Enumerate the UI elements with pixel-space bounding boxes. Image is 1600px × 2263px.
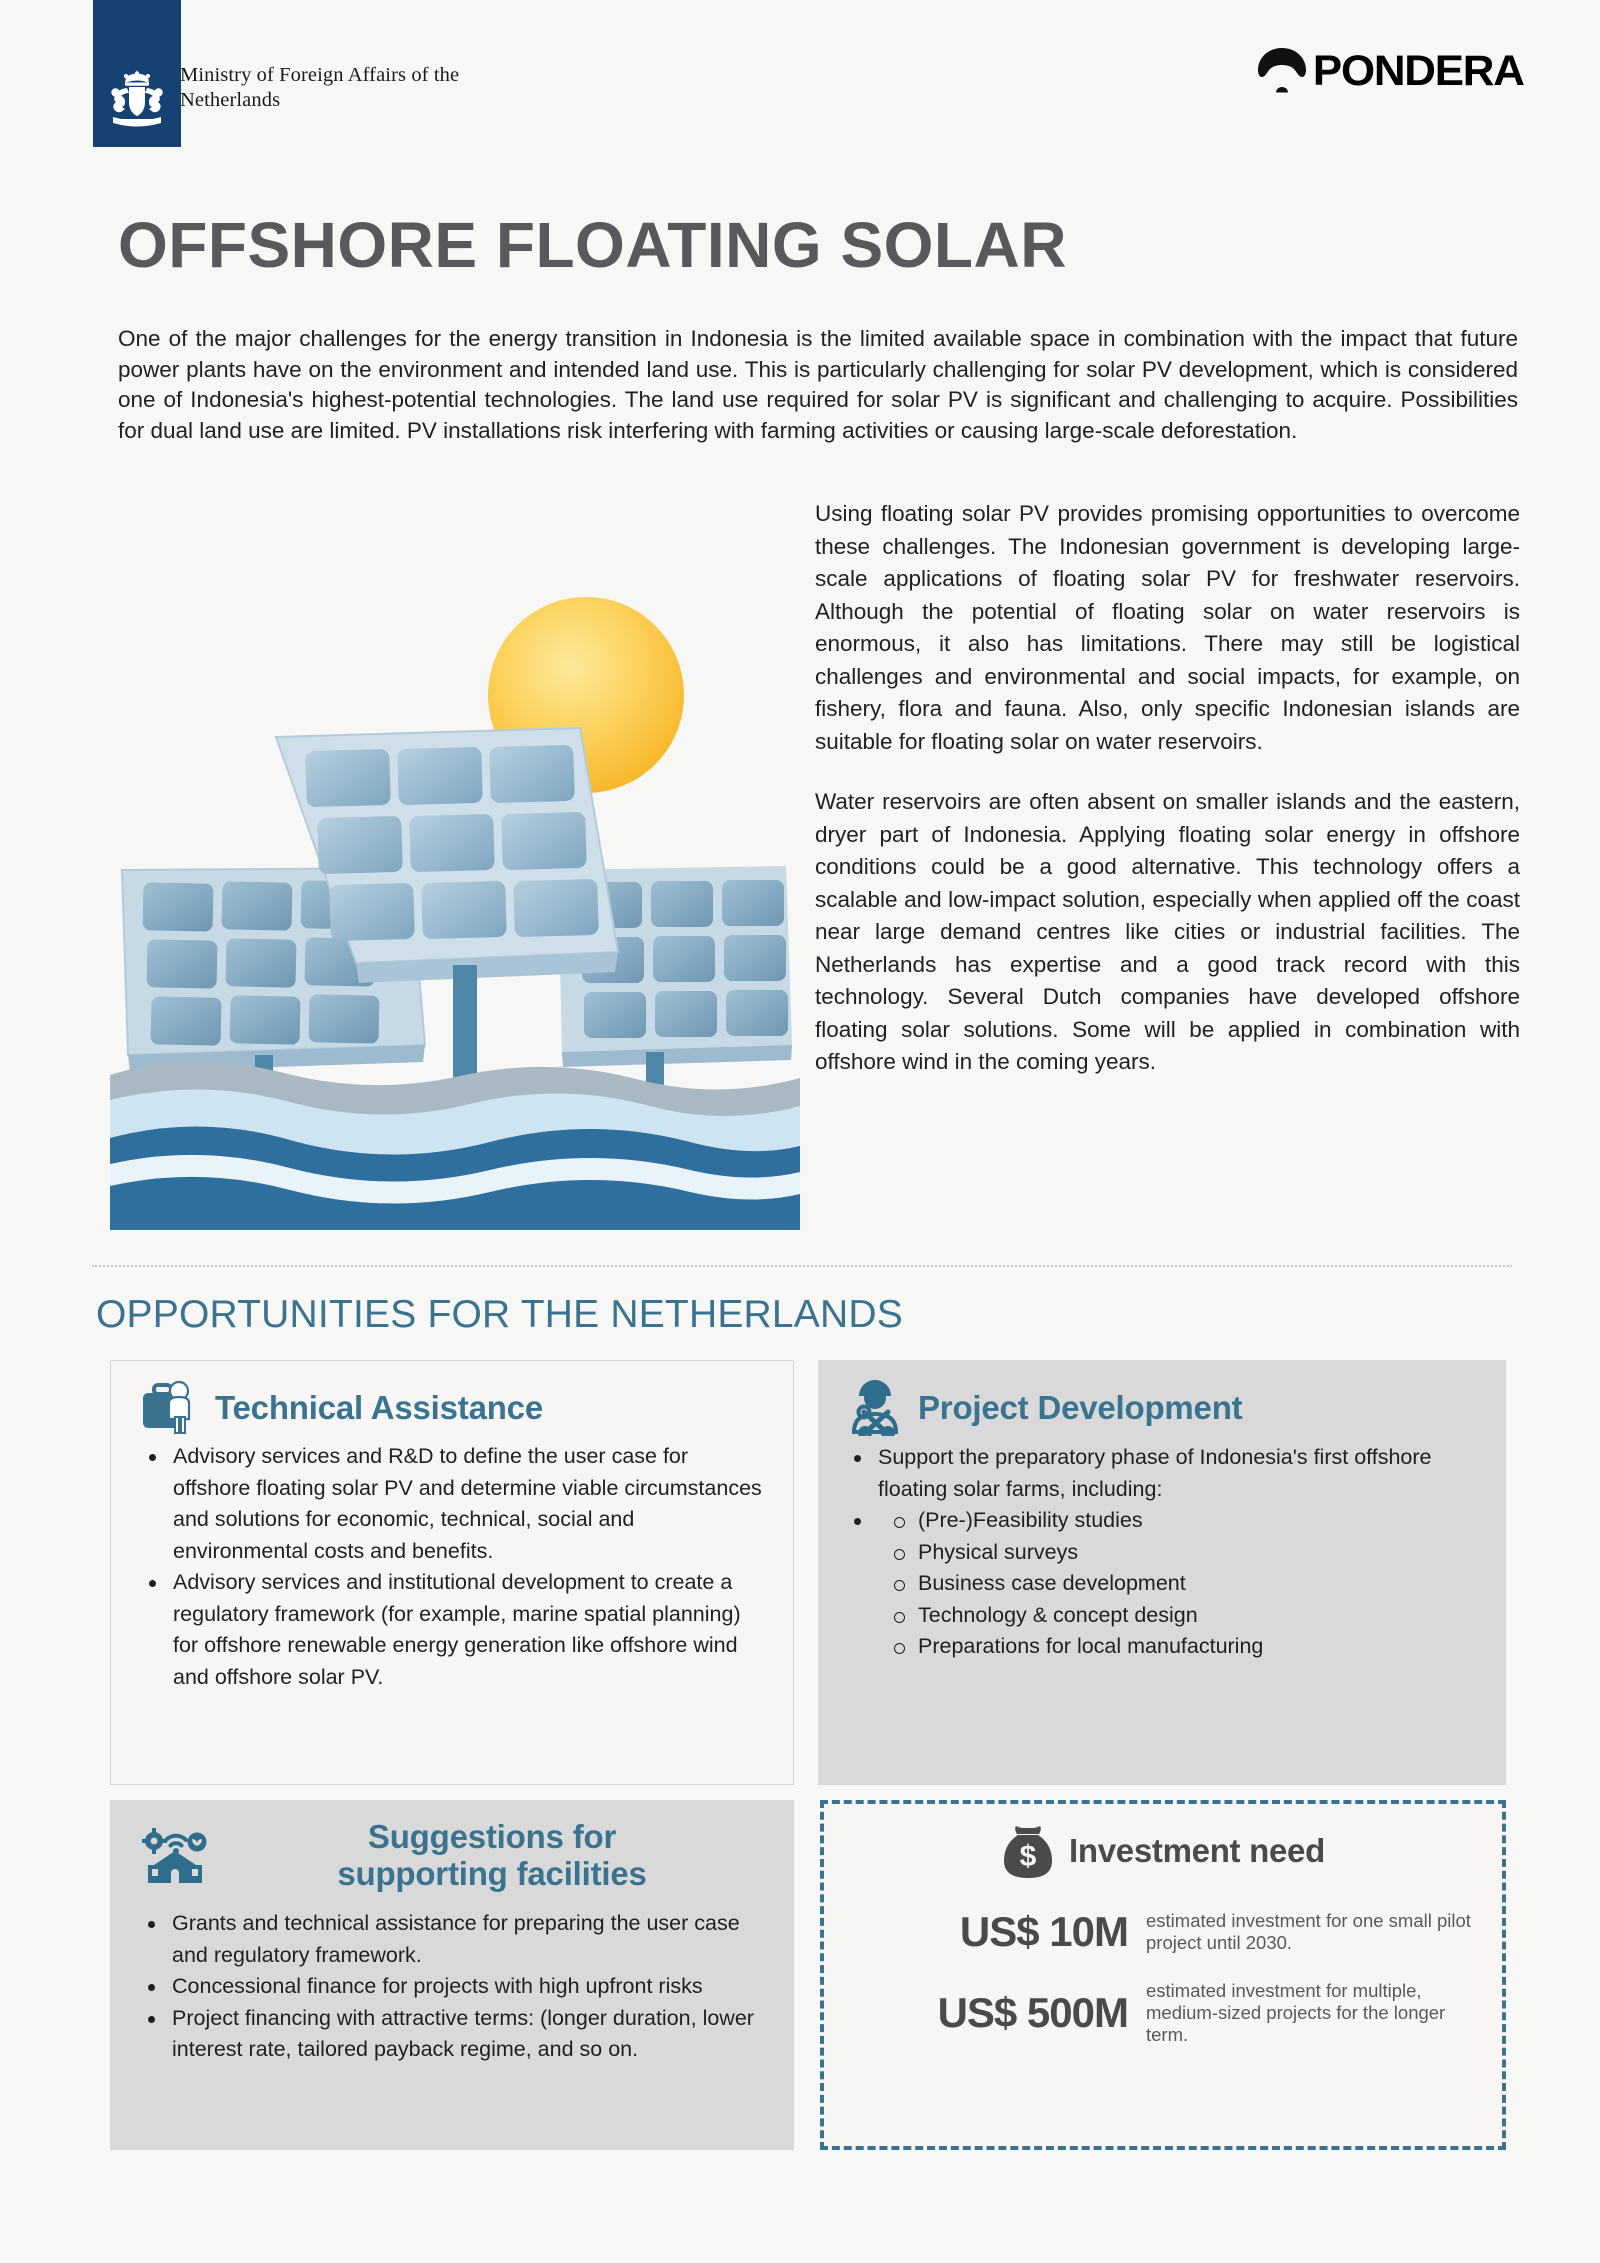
- pondera-logo: [1253, 42, 1525, 100]
- list-item: Project financing with attractive terms: (longer duration, lower interest rate, tailored payback regime, and so on.: [168, 2003, 768, 2066]
- pondera-wordmark: PONDERA: [1313, 46, 1525, 95]
- card-header: [110, 1800, 794, 1898]
- card-title: [222, 1818, 794, 1892]
- card-project-development: [818, 1360, 1506, 1785]
- card-title-line-2: supporting facilities: [337, 1855, 647, 1892]
- investment-rows: [824, 1880, 1502, 2046]
- investment-amount: US$ 10M: [959, 1908, 1128, 1955]
- pondera-mark-icon: [1253, 42, 1311, 100]
- solar-illustration: [110, 500, 800, 1230]
- money-bag-icon: [1001, 1822, 1055, 1880]
- section-divider: [92, 1265, 1512, 1269]
- card-bullet-list: [111, 1441, 793, 1693]
- card-header: [824, 1804, 1502, 1880]
- worker-tools-icon: [846, 1378, 904, 1436]
- card-title: Investment need: [1069, 1832, 1325, 1869]
- ministry-name-line-2: Netherlands: [180, 89, 281, 111]
- card-title: Technical Assistance: [215, 1388, 543, 1426]
- list-item: Business case development: [914, 1568, 1480, 1600]
- list-item: Advisory services and R&D to define the user case for offshore floating solar PV and determine viable circumstances and solutions for economic, technical, social and environmental costs and benefits.: [169, 1441, 767, 1567]
- card-technical-assistance: [110, 1360, 794, 1785]
- netherlands-coat-of-arms-icon: [93, 55, 181, 145]
- ministry-name: [180, 63, 459, 113]
- investment-amount: US$ 500M: [937, 1989, 1128, 2036]
- page-header: [0, 0, 1600, 150]
- card-bullet-list: [818, 1442, 1506, 1663]
- ministry-name-line-1: Ministry of Foreign Affairs of the: [180, 64, 460, 86]
- right-paragraph-1: Using floating solar PV provides promising opportunities to overcome these challenges. The Indonesian government is developing large-scale applications of floating solar PV for freshwater reservoirs. Although the potential of floating solar on water reservoirs is enormous, it also has limitations. There may still be logistical challenges and environmental and social impacts, for example, on fishery, flora and fauna. Also, only specific Indonesian islands are suitable for floating solar on water reservoirs.: [815, 501, 1520, 754]
- list-item: Physical surveys: [914, 1537, 1480, 1569]
- briefcase-person-icon: [139, 1379, 201, 1435]
- list-item: Advisory services and institutional development to create a regulatory framework (for example, marine spatial planning) for offshore renewable energy generation like offshore wind and offshore solar PV.: [169, 1567, 767, 1693]
- list-item: Preparations for local manufacturing: [914, 1631, 1480, 1663]
- list-item: Grants and technical assistance for preparing the user case and regulatory framework.: [168, 1908, 768, 1971]
- investment-description: estimated investment for one small pilot project until 2030.: [1146, 1910, 1471, 1953]
- card-header: [111, 1361, 793, 1441]
- sub-list-wrapper: [874, 1505, 1480, 1663]
- list-item: Technology & concept design: [914, 1600, 1480, 1632]
- page-title: OFFSHORE FLOATING SOLAR: [118, 209, 1067, 281]
- card-investment-need: [820, 1800, 1506, 2150]
- right-column-text: [815, 498, 1520, 1079]
- svg-text:$: $: [1019, 1840, 1037, 1873]
- investment-row: [858, 1908, 1472, 1956]
- investment-row: [858, 1980, 1472, 2046]
- card-title-line-1: Suggestions for: [367, 1818, 617, 1855]
- card-sub-bullet-list: [878, 1505, 1480, 1663]
- right-paragraph-2: Water reservoirs are often absent on smaller islands and the eastern, dryer part of Indonesia. Applying floating solar energy in offshore conditions could be a good alternative. This technology offers a scalable and low-impact solution, especially when applied off the coast near large demand centres like cities or industrial facilities. The Netherlands has expertise and a good track record with this technology. Several Dutch companies have developed offshore floating solar solutions. Some will be applied in combination with offshore wind in the coming years.: [815, 789, 1520, 1074]
- smart-building-icon: [142, 1824, 208, 1886]
- list-item: Concessional finance for projects with high upfront risks: [168, 1971, 768, 2003]
- card-bullet-list: [110, 1898, 794, 2066]
- card-header: [818, 1360, 1506, 1442]
- solar-illustration-svg: [110, 500, 800, 1230]
- list-item: Support the preparatory phase of Indonesia's first offshore floating solar farms, including:: [874, 1442, 1480, 1505]
- intro-paragraph: One of the major challenges for the energy transition in Indonesia is the limited available space in combination with the impact that future power plants have on the environment and intended land use. This is particularly challenging for solar PV development, which is considered one of Indonesia's highest-potential technologies. The land use required for solar PV is significant and challenging to acquire. Possibilities for dual land use are limited. PV installations risk interfering with farming activities or causing large-scale deforestation.: [118, 326, 1518, 443]
- list-item: (Pre-)Feasibility studies: [914, 1505, 1480, 1537]
- card-title: Project Development: [918, 1388, 1243, 1426]
- section-heading: OPPORTUNITIES FOR THE NETHERLANDS: [96, 1293, 903, 1336]
- investment-description: estimated investment for multiple, medium-sized projects for the longer term.: [1146, 1980, 1446, 2045]
- card-supporting-facilities: [110, 1800, 794, 2150]
